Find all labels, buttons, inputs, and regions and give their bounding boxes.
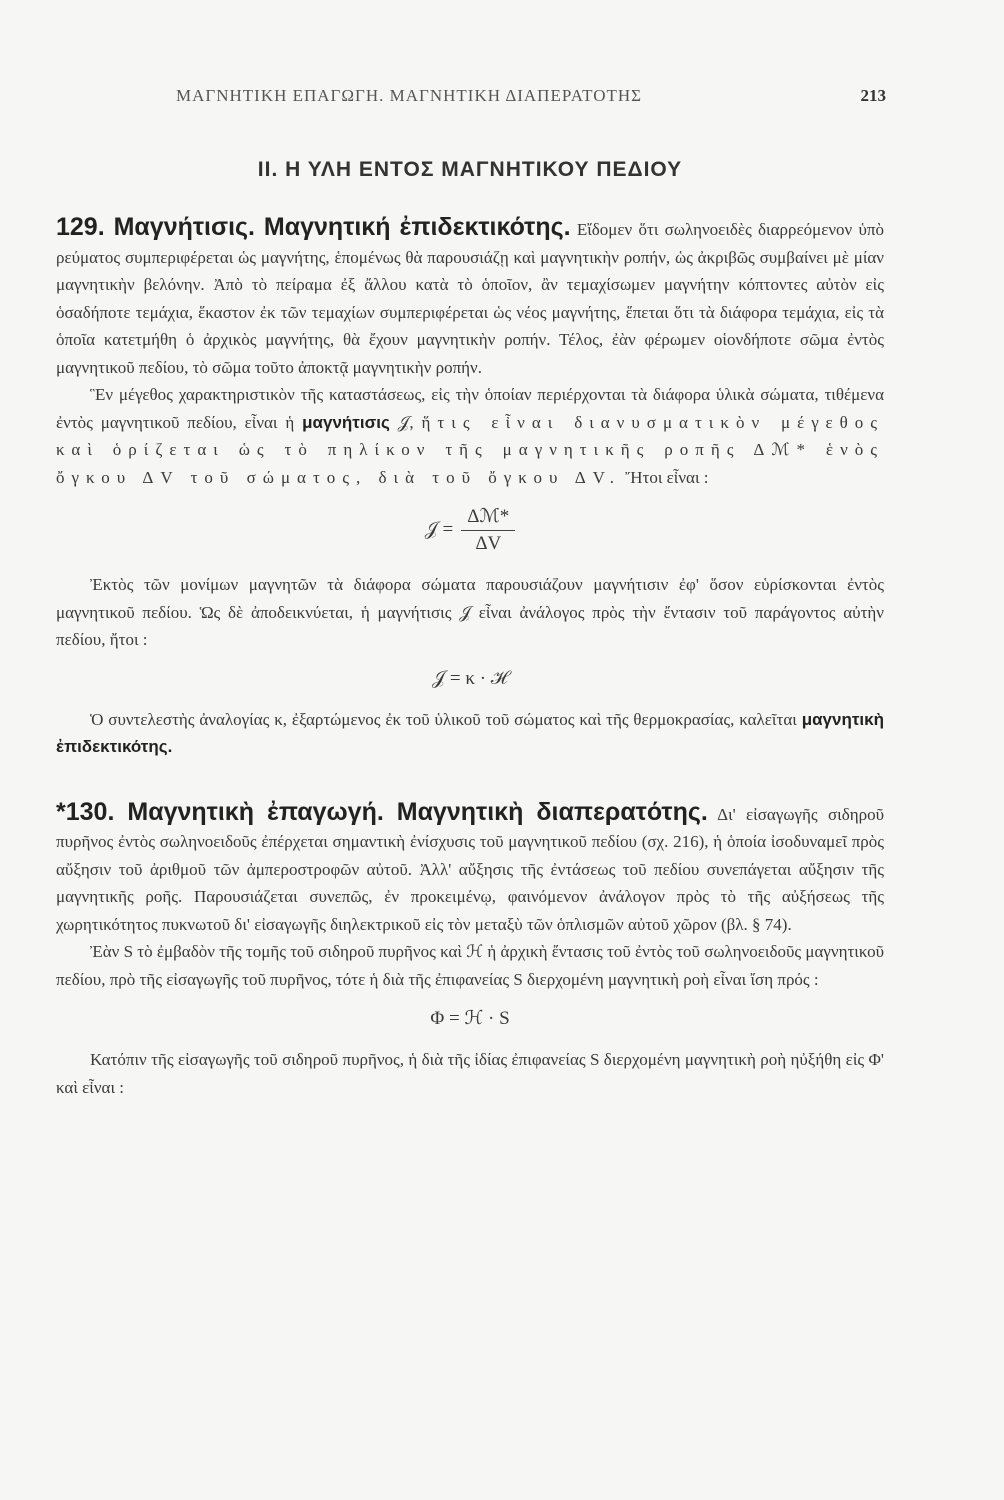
- running-title: ΜΑΓΝΗΤΙΚΗ ΕΠΑΓΩΓΗ. ΜΑΓΝΗΤΙΚΗ ΔΙΑΠΕΡΑΤΟΤΗΣ: [176, 86, 643, 105]
- term-magnetization: μαγνήτισις: [302, 412, 390, 432]
- section-129-paragraph-1: [56, 214, 884, 381]
- page-number: 213: [860, 86, 886, 105]
- formula-magnetization-lhs: 𝒥 =: [424, 519, 454, 540]
- section-129-paragraph-4: [56, 706, 884, 761]
- magnetization-definition: ἥτις εἶναι διανυσματικὸν μέγεθος καὶ ὁρίζεται ὡς τὸ πηλίκον τῆς μαγνητικῆς ροπῆς Δℳ* ἑνὸς ὄγκου ΔV τοῦ σώματος, διὰ τοῦ ὄγκου ΔV.: [56, 412, 884, 487]
- section-130-paragraph-2: Ἐὰν S τὸ ἐμβαδὸν τῆς τομῆς τοῦ σιδηροῦ πυρῆνος καὶ ℋ ἡ ἀρχικὴ ἔντασις τοῦ ἐντὸς τοῦ σωληνοειδοῦς μαγνητικοῦ πεδίου, πρὸ τῆς εἰσαγωγῆς τοῦ πυρῆνος, τότε ἡ διὰ τῆς ἐπιφανείας S διερχομένη μαγνητικὴ ροὴ εἶναι ἴση πρός :: [56, 942, 884, 989]
- section-130-heading: *130. Μαγνητικὴ ἐπαγωγή. Μαγνητικὴ διαπερατότης.: [56, 797, 708, 826]
- formula-susceptibility: 𝒥 = κ · ℋ: [432, 667, 508, 689]
- magnetization-symbol: 𝒥,: [397, 412, 414, 432]
- formula-magnetization: [56, 505, 884, 555]
- section-title: II. Η ΥΛΗ ΕΝΤΟΣ ΜΑΓΝΗΤΙΚΟΥ ΠΕΔΙΟΥ: [257, 158, 683, 181]
- section-130-paragraph-3: Κατόπιν τῆς εἰσαγωγῆς τοῦ σιδηροῦ πυρῆνος, ἡ διὰ τῆς ἰδίας ἐπιφανείας S διερχομένη μαγνητικὴ ροὴ ηὐξήθη εἰς Φ' καὶ εἶναι :: [56, 1050, 884, 1097]
- section-130-text-1: Δι' εἰσαγωγῆς σιδηροῦ πυρῆνος ἐντὸς σωληνοειδοῦς ἐπέρχεται σημαντικὴ ἐνίσχυσις τοῦ μαγνητικοῦ πεδίου (σχ. 216), ἡ ὁποία ἰσοδυναμεῖ πρὸς αὔξησιν τοῦ ἀριθμοῦ τῶν ἀμπεροστροφῶν αὐτοῦ. Ἀλλ' αὔξησις τῆς ἐντάσεως τοῦ πεδίου συνεπάγεται αὔξησιν τῆς μαγνητικῆς ροῆς. Παρουσιάζεται συνεπῶς, ἐν προκειμένῳ, φαινόμενον ἀνάλογον πρὸς τὸ τῆς αὐξήσεως τῆς χωρητικότητος πυκνωτοῦ δι' εἰσαγωγῆς διηλεκτρικοῦ εἰς τὸν μεταξὺ τῶν ὁπλισμῶν αὐτοῦ χῶρον (βλ. § 74).: [56, 804, 885, 934]
- formula-fraction: [461, 505, 515, 555]
- section-129-text-1: Εἴδομεν ὅτι σωληνοειδὲς διαρρεόμενον ὑπὸ ρεύματος συμπεριφέρεται ὡς μαγνήτης, ἑπομένως θὰ παρουσιάζῃ καὶ μαγνητικὴν ροπήν, ὡς ἀκριβῶς συμβαίνει μὲ μίαν μαγνητικὴν βελόνην. Ἀπὸ τὸ πείραμα ἐξ ἄλλου κατὰ τὸ ὁποῖον, ἂν τεμαχίσωμεν μαγνήτην κόπτοντες αὐτὸν εἰς ὁσαδήποτε τεμάχια, ἕκαστον ἐκ τῶν τεμαχίων συμπεριφέρεται ὡς νέος μαγνήτης, ἕπεται ὅτι τὰ διάφορα τεμάχια, εἰς τὰ ὁποῖα κατετμήθη ὁ ἀρχικὸς μαγνήτης, θὰ ἔχουν μαγνητικὴν ροπήν. Τέλος, ἐὰν φέρωμεν οἱονδήποτε σῶμα ἐντὸς μαγνητικοῦ πεδίου, τὸ σῶμα τοῦτο ἀποκτᾷ μαγνητικὴν ροπήν.: [56, 220, 885, 377]
- formula-denominator: ΔV: [475, 533, 502, 554]
- term-susceptibility: μαγνητικὴ ἐπιδεκτικότης.: [56, 709, 885, 756]
- susceptibility-text: Ὁ συντελεστὴς ἀναλογίας κ, ἐξαρτώμενος ἐκ τοῦ ὑλικοῦ τοῦ σώματος καὶ τῆς θερμοκρασίας, καλεῖται: [90, 709, 797, 729]
- running-header: [56, 86, 884, 110]
- formula-numerator: Δℳ*: [461, 505, 515, 531]
- formula-flux: Φ = ℋ · S: [430, 1008, 510, 1029]
- section-130-paragraph-1: [56, 799, 884, 939]
- section-129-heading: 129. Μαγνήτισις. Μαγνητική ἐπιδεκτικότης.: [56, 213, 571, 241]
- magnetization-intro: Ἓν μέγεθος χαρακτηριστικὸν τῆς καταστάσεως, εἰς τὴν ὁποίαν περιέρχονται τὰ διάφορα ὑλικὰ σώματα, τιθέμενα ἐντὸς μαγνητικοῦ πεδίου, εἶναι ἡ: [56, 385, 884, 432]
- magnetization-lead-in: Ἤτοι εἶναι :: [625, 467, 709, 487]
- section-129-paragraph-3: Ἐκτὸς τῶν μονίμων μαγνητῶν τὰ διάφορα σώματα παρουσιάζουν μαγνήτισιν ἐφ' ὅσον εὑρίσκονται ἐντὸς μαγνητικοῦ πεδίου. Ὡς δὲ ἀποδεικνύεται, ἡ μαγνήτισις 𝒥 εἶναι ἀνάλογος πρὸς τὴν ἔντασιν τοῦ παράγοντος αὐτὴν πεδίου, ἤτοι :: [56, 575, 884, 649]
- section-129-paragraph-2: [56, 381, 884, 491]
